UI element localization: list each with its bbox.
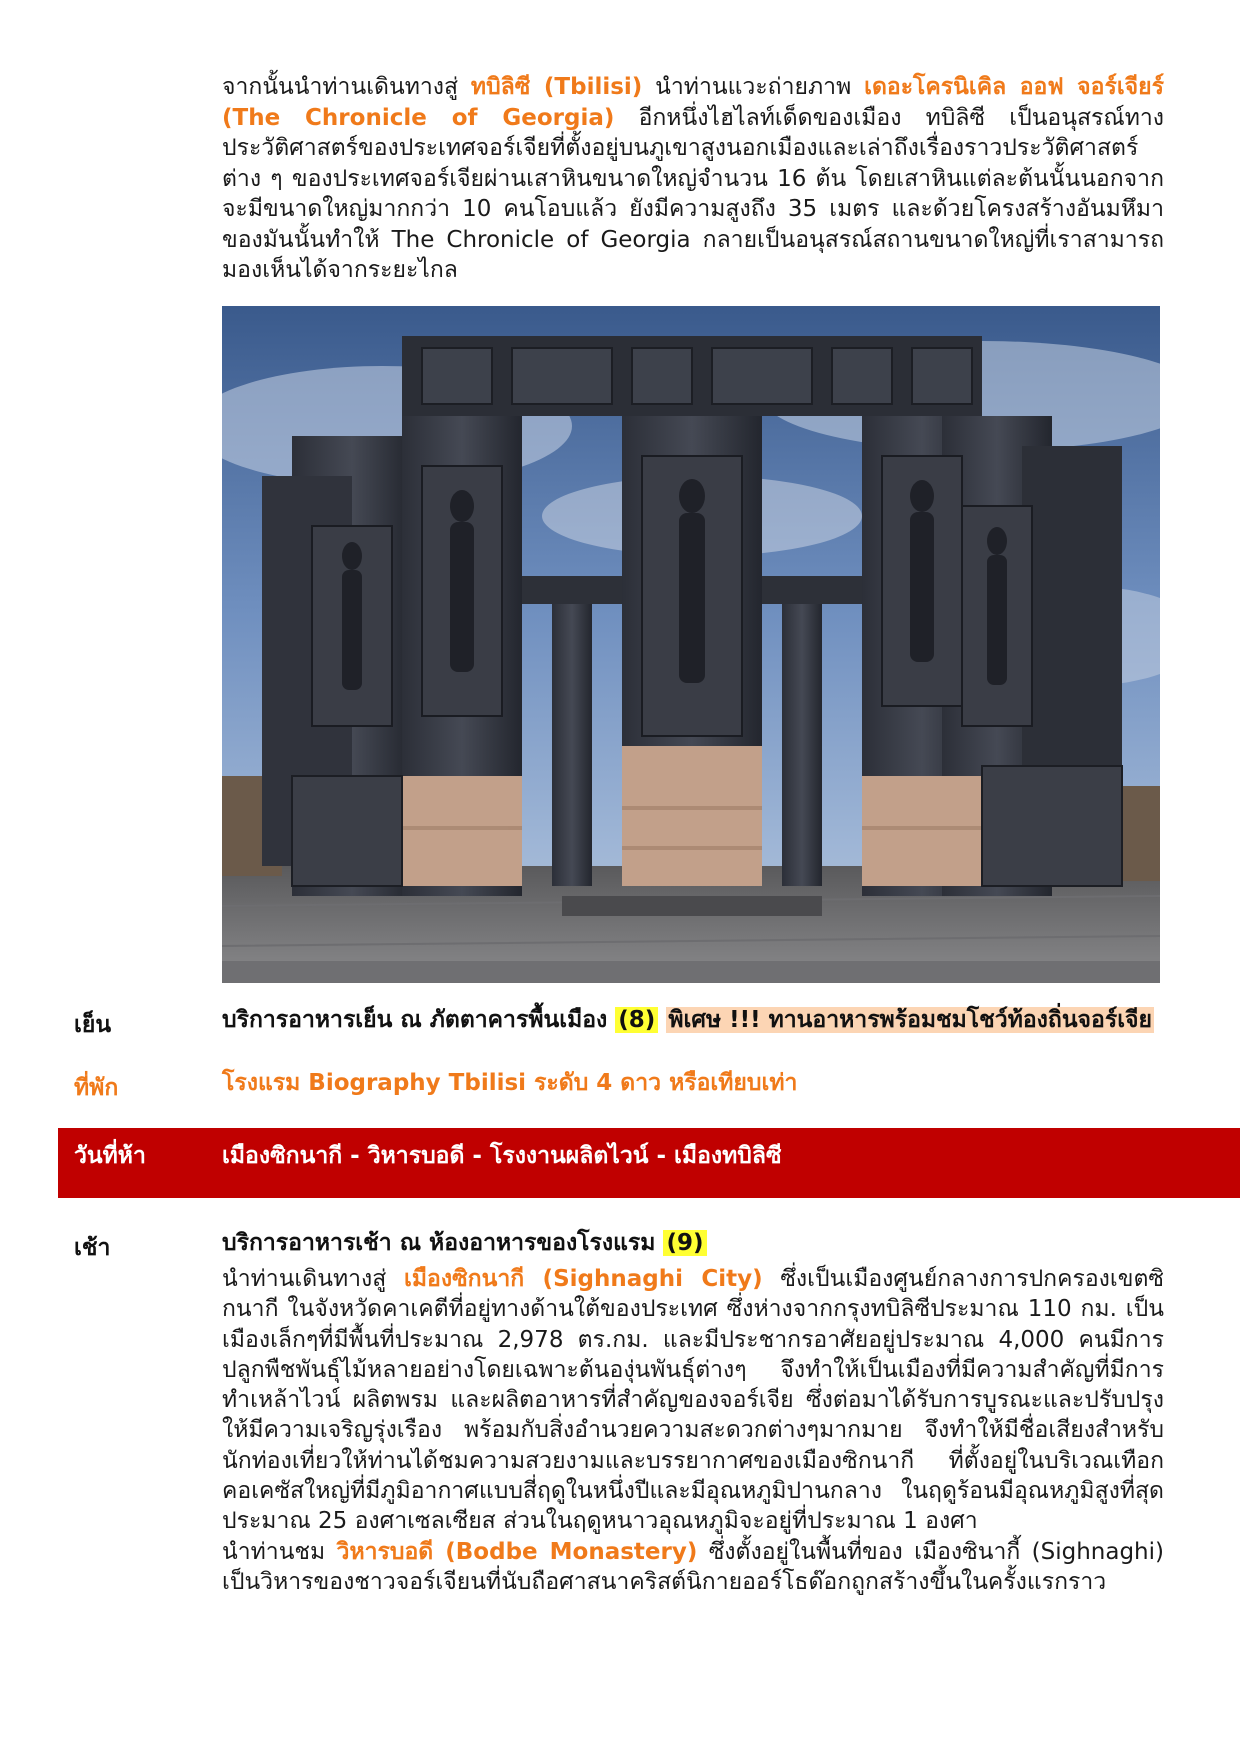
breakfast-label: เช้า: [74, 1235, 111, 1261]
bodbe-highlight: วิหารบอดี (Bodbe Monastery): [336, 1538, 698, 1565]
breakfast-content: [222, 1228, 1167, 1258]
day-label: วันที่ห้า: [74, 1143, 146, 1169]
dinner-text: บริการอาหารเย็น ณ ภัตตาคารพื้นเมือง: [222, 1007, 616, 1033]
day-five-banner: [58, 1128, 1240, 1198]
intro-paragraph: [222, 72, 1164, 286]
sighnaghi-text-2: ซึ่งเป็นเมืองศูนย์กลางการปกครองเขตซิกนากี ในจังหวัดคาเคตีที่อยู่ทางด้านใต้ของประเทศ ซึ่งห่างจากกรุงทบิลิซีประมาณ 110 กม. เป็นเมืองเล็กๆที่มีพื้นที่ประมาณ 2,978 ตร.กม. และมีประชากรอาศัยอยู่ประมาณ 4,000 คนมีการปลูกพืชพันธุ์ไม้หลายอย่างโดยเฉพาะต้นองุ่นพันธุ์ต่างๆ จึงทำให้เป็นเมืองที่มีความสำคัญที่มีการทำเหล้าไวน์ ผลิตพรม และผลิตอาหารที่สำคัญของจอร์เจีย ซึ่งต่อมาได้รับการบูรณะและปรับปรุงให้มีความเจริญรุ่งเรือง พร้อมกับสิ่งอำนวยความสะดวกต่างๆมากมาย จึงทำให้มีชื่อเสียงสำหรับนักท่องเที่ยวให้ท่านได้ชมความสวยงามและบรรยากาศของเมืองซิกนากี ที่ตั้งอยู่ในบริเวณเทือกคอเคซัสใหญ่ที่มีภูมิอากาศแบบสี่ฤดูในหนึ่งปีและมีอุณหภูมิปานกลาง ในฤดูร้อนมีอุณหภูมิสูงที่สุดประมาณ 25 องศาเซลเซียส ส่วนในฤดูหนาวอุณหภูมิจะอยู่ที่ประมาณ 1 องศา: [222, 1266, 1165, 1535]
dinner-special: พิเศษ !!! ทานอาหารพร้อมชมโชว์ท้องถิ่นจอร์เจีย: [668, 1007, 1153, 1033]
intro-text-3: อีกหนึ่งไฮไลท์เด็ดของเมือง ทบิลิซี เป็นอนุสรณ์ทางประวัติศาสตร์ของประเทศจอร์เจียที่ตั้งอยู่บนภูเขาสูงนอกเมืองและเล่าถึงเรื่องราวประวัติศาสตร์ต่าง ๆ ของประเทศจอร์เจียผ่านเสาหินขนาดใหญ่จำนวน 16 ต้น โดยเสาหินแต่ละต้นนั้นนอกจากจะมีขนาดใหญ่มากกว่า 10 คนโอบแล้ว ยังมีความสูงถึง 35 เมตร และด้วยโครงสร้างอันมหึมาของมันนั้นทำให้ The Chronicle of Georgia กลายเป็นอนุสรณ์สถานขนาดใหญ่ที่เราสามารถมองเห็นได้จากระยะไกล: [222, 104, 1164, 283]
intro-text-1: จากนั้นนำท่านเดินทางสู่: [222, 74, 471, 100]
dinner-meal-number: (8): [615, 1007, 658, 1033]
dinner-label: เย็น: [74, 1012, 112, 1038]
bodbe-text-2: ซึ่งตั้งอยู่ในพื้นที่ของ เมืองซินากี้ (Sighnaghi) เป็นวิหารของชาวจอร์เจียนที่นับถือศาสนาคริสต์นิกายออร์โธด๊อกถูกสร้างขึ้นในครั้งแรกราว: [222, 1538, 1165, 1595]
breakfast-text: บริการอาหารเช้า ณ ห้องอาหารของโรงแรม: [222, 1230, 664, 1256]
hotel-text: โรงแรม Biography Tbilisi ระดับ 4 ดาว หรือเทียบเท่า: [222, 1070, 798, 1096]
sighnaghi-paragraph: [222, 1264, 1164, 1597]
chronicle-highlight: เดอะโครนิเคิล ออฟ จอร์เจียร์ (The Chronicle of Georgia): [222, 74, 1164, 131]
sighnaghi-text-1: นำท่านเดินทางสู่: [222, 1266, 404, 1292]
chronicle-of-georgia-photo: [222, 306, 1160, 983]
tbilisi-highlight: ทบิลิซี (Tbilisi): [470, 74, 643, 100]
bodbe-text-1: นำท่านชม: [222, 1538, 337, 1565]
hotel-label: ที่พัก: [74, 1075, 119, 1101]
intro-text-2: นำท่านแวะถ่ายภาพ: [642, 74, 865, 100]
sighnaghi-highlight: เมืองซิกนากี (Sighnaghi City): [404, 1266, 763, 1292]
day-title: เมืองซิกนากี - วิหารบอดี - โรงงานผลิตไวน์ - เมืองทบิลิซี: [222, 1143, 782, 1169]
dinner-content: [222, 1005, 1167, 1035]
breakfast-meal-number: (9): [663, 1230, 706, 1256]
